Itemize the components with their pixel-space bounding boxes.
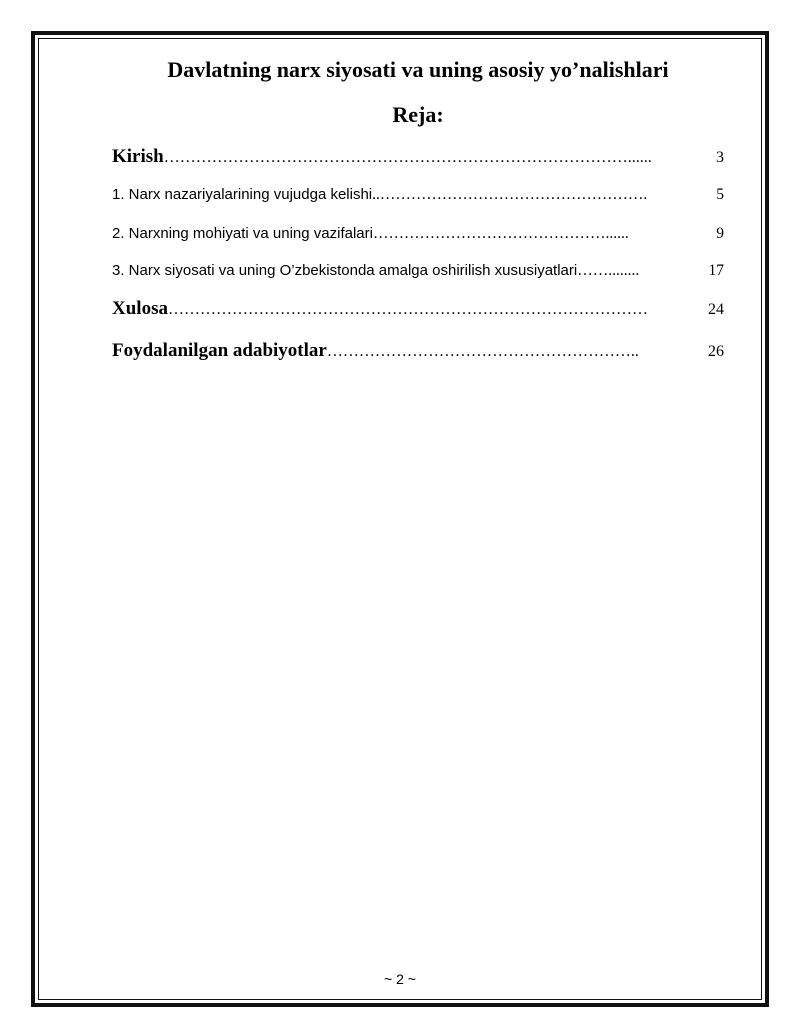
toc-entry-page: 17 bbox=[708, 262, 724, 279]
toc-entry-label: Kirish bbox=[112, 146, 164, 167]
toc-entry-1[interactable] bbox=[112, 186, 724, 204]
toc-entry-2[interactable] bbox=[112, 225, 724, 243]
toc-entry-leader: ……........ bbox=[577, 262, 640, 279]
plan-heading: Reja: bbox=[392, 102, 444, 127]
toc-entry-adabiyotlar[interactable] bbox=[112, 340, 724, 362]
toc-entry-leader: ……………………………………………………………………………… bbox=[167, 301, 648, 318]
toc-entry-3[interactable] bbox=[112, 262, 724, 280]
toc-entry-page: 9 bbox=[716, 225, 724, 242]
page-border-inner bbox=[38, 38, 762, 1000]
toc-entry-leader: ………………………………………………….. bbox=[326, 343, 639, 360]
toc-entry-leader: ……………………………………………………………………………...... bbox=[163, 149, 652, 166]
toc-entry-page: 3 bbox=[716, 149, 724, 166]
toc-entry-label: 3. Narx siyosati va uning O’zbekistonda amalga oshirilish xususiyatlari bbox=[112, 262, 578, 279]
toc-entry-page: 26 bbox=[708, 343, 724, 360]
toc-entry-xulosa[interactable] bbox=[112, 298, 724, 320]
toc-entry-label: Foydalanilgan adabiyotlar bbox=[112, 340, 327, 361]
toc-entry-label: 2. Narxning mohiyati va uning vazifalari bbox=[112, 225, 373, 242]
toc-entry-page: 5 bbox=[716, 186, 724, 203]
toc-entry-page: 24 bbox=[708, 301, 724, 318]
page-number: ~ 2 ~ bbox=[384, 971, 416, 987]
document-title: Davlatning narx siyosati va uning asosiy yo’nalishlari bbox=[167, 57, 669, 82]
toc-entry-label: Xulosa bbox=[112, 298, 168, 319]
toc-entry-leader: ………………………………………...... bbox=[372, 225, 629, 242]
toc-entry-leader: ..……………………………………………. bbox=[372, 186, 648, 203]
toc-entry-label: 1. Narx nazariyalarining vujudga kelishi bbox=[112, 186, 373, 203]
toc-entry-kirish[interactable] bbox=[112, 146, 724, 168]
